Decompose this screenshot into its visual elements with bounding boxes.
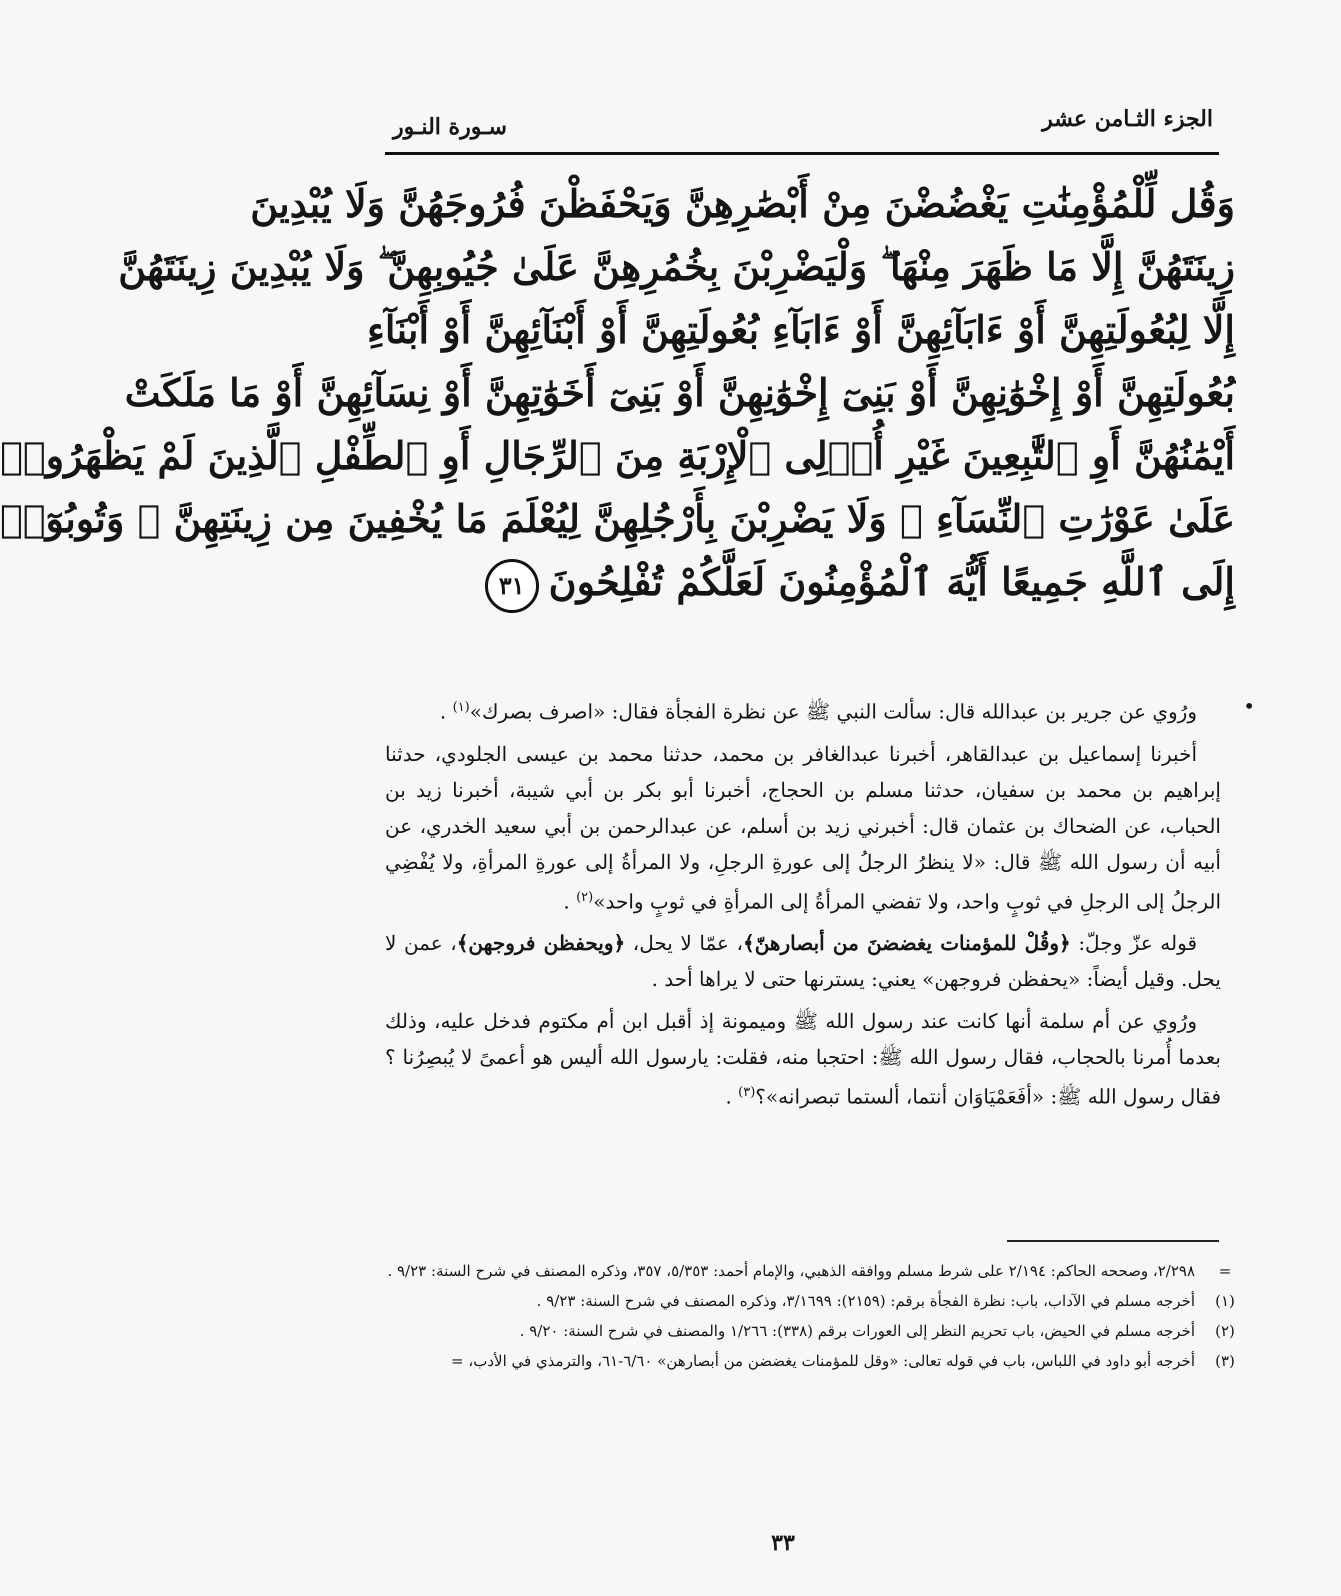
footnote-text: أخرجه مسلم في الحيض، باب تحريم النظر إلى العورات برقم (٣٣٨): ١/٢٦٦ والمصنف في شرح السنة: ٩/٢٠ . (519, 1322, 1195, 1340)
footnotes (379, 1256, 1245, 1376)
juz-title: الجزء الثـامن عشر (1042, 106, 1213, 132)
quote-verse-1: ﴿وقُلْ للمؤمنات يغضضنَ من أبصارهنّ﴾ (742, 931, 1071, 956)
tafsir-end: ، عمن لا يحل. وقيل أيضاً: «يحفظن فروجهن» يعني: يسترنها حتى لا يراها أحد . (385, 931, 1221, 992)
paragraph-isnad: أخبرنا إسماعيل بن عبدالقاهر، أخبرنا عبدالغافر بن محمد، حدثنا محمد بن عيسى الجلودي، حدثنا إبراهيم بن محمد بن سفيان، حدثنا مسلم بن الحجاج، أخبرنا أبو بكر بن أبي شيبة، أخبرنا زيد بن الحباب، عن الضحاك بن عثمان قال: أخبرني زيد بن أسلم، عن عبدالرحمن بن أبي سعيد الخدري، عن أبيه أن رسول الله ﷺ قال: «لا ينظرُ الرجلُ إلى عورةِ الرجلِ، ولا المرأةُ إلى عورةِ المرأةِ، ولا يُفْضِي الرجلُ إلى الرجلِ في ثوبٍ واحد، ولا تفضي المرأةُ إلى المرأةِ في ثوبٍ واحد»$^{(٢)}$ . (385, 741, 1221, 914)
paragraph-tafsir (385, 925, 1221, 997)
paragraph-umm-salama-text: ورُوي عن أم سلمة أنها كانت عند رسول الله ﷺ وميمونة إذ أقبل ابن أم مكتوم فدخل عليه، وذلك بعدما أُمرنا بالحجاب، فقال رسول الله ﷺ: احتجبا منه، فقلت: يارسول الله أليس هو أعمىً لا يُبصِرُنا ؟ فقال رسول الله ﷺ: «أفَعَمْيَاوَان أنتما، ألستما تبصرانه»؟ (385, 1009, 1221, 1109)
ayah-number-marker: ٣١ (485, 559, 539, 613)
footnote-ref: (٣) (738, 1085, 756, 1101)
quran-verse (0, 172, 1235, 677)
verse-line: عَلَىٰ عَوْرَٰتِ ٱلنِّسَآءِ ۖ وَلَا يَضْرِبْنَ بِأَرْجُلِهِنَّ لِيُعْلَمَ مَا يُخْفِينَ مِن زِينَتِهِنَّ ۚ وَتُوبُوٓا۟ (0, 496, 1235, 541)
paragraph-jarir (385, 690, 1255, 730)
verse-line-last (375, 550, 1235, 613)
footnote-text: أخرجه أبو داود في اللباس، باب في قوله تعالى: «وقل للمؤمنات يغضضن من أبصارهن» ٦/٦٠-٦١، والترمذي في الأدب، = (451, 1352, 1195, 1370)
page-number: ٣٣ (771, 1530, 795, 1556)
tafsir-mid: ، عمّا لا يحل، (625, 931, 743, 956)
footnote-item (379, 1346, 1245, 1376)
verse-line: بُعُولَتِهِنَّ أَوْ إِخْوَٰنِهِنَّ أَوْ بَنِىٓ إِخْوَٰنِهِنَّ أَوْ بَنِىٓ أَخَوَٰتِهِنَّ أَوْ نِسَآئِهِنَّ أَوْ مَا مَلَكَتْ (124, 370, 1235, 415)
footnote-item (379, 1256, 1245, 1286)
footnote-number: (١) (1215, 1292, 1235, 1310)
surah-title: سـورة النـور (393, 114, 507, 140)
paragraph-umm-salama: ورُوي عن أم سلمة أنها كانت عند رسول الله ﷺ وميمونة إذ أقبل ابن أم مكتوم فدخل عليه، وذلك بعدما أُمرنا بالحجاب، فقال رسول الله ﷺ: احتجبا منه، فقلت: يارسول الله أليس هو أعمىً لا يُبصِرُنا ؟ فقال رسول الله ﷺ: «أفَعَمْيَاوَان أنتما، ألستما تبصرانه»؟$^{(٣)}$ . (385, 1009, 1221, 1109)
footnote-text: أخرجه مسلم في الآداب، باب: نظرة الفجأة برقم: (٢١٥٩): ٣/١٦٩٩، وذكره المصنف في شرح السنة: ٩/٢٣ . (536, 1292, 1195, 1310)
page-header (385, 96, 1219, 155)
footnote-number: = (1218, 1262, 1232, 1280)
footnote-ref: (٢) (576, 889, 594, 905)
verse-line: زِينَتَهُنَّ إِلَّا مَا ظَهَرَ مِنْهَا ۖ وَلْيَضْرِبْنَ بِخُمُرِهِنَّ عَلَىٰ جُيُوبِهِنَّ ۖ وَلَا يُبْدِينَ زِينَتَهُنَّ (118, 244, 1235, 289)
tafsir-intro: قوله عزّ وجلّ: (1070, 931, 1198, 956)
verse-line-text: إِلَى ٱللَّهِ جَمِيعًا أَيُّهَ ٱلْمُؤْمِنُونَ لَعَلَّكُمْ تُفْلِحُونَ (548, 559, 1235, 604)
footnote-ref: (١) (452, 700, 470, 715)
footnote-number: (٢) (1215, 1322, 1235, 1340)
paragraph-text: ورُوي عن جرير بن عبدالله قال: سألت النبي ﷺ عن نظرة الفجأة فقال: «اصرف بصرك»$^{(١)}$ . (439, 699, 1197, 724)
footnote-number: (٣) (1215, 1352, 1235, 1370)
paragraph-jarir-text: ورُوي عن جرير بن عبدالله قال: سألت النبي ﷺ عن نظرة الفجأة فقال: «اصرف بصرك» (469, 699, 1197, 724)
footnote-item (379, 1286, 1245, 1316)
verse-line: إِلَّا لِبُعُولَتِهِنَّ أَوْ ءَابَآئِهِنَّ أَوْ ءَابَآءِ بُعُولَتِهِنَّ أَوْ أَبْنَآئِهِنَّ أَوْ أَبْنَآءِ (367, 307, 1235, 352)
footnote-item (379, 1316, 1245, 1346)
commentary-body (385, 690, 1255, 1121)
footnote-separator (1007, 1240, 1219, 1242)
quote-verse-2: ﴿ويحفظن فروجهن﴾ (456, 931, 626, 956)
verse-line: أَيْمَٰنُهُنَّ أَوِ ٱلتَّٰبِعِينَ غَيْرِ أُو۟لِى ٱلْإِرْبَةِ مِنَ ٱلرِّجَالِ أَوِ ٱلطِّفْلِ ٱلَّذِينَ لَمْ يَظْهَرُوا۟ (0, 433, 1235, 478)
paragraph-isnad-text: أخبرنا إسماعيل بن عبدالقاهر، أخبرنا عبدالغافر بن محمد، حدثنا محمد بن عيسى الجلودي، حدثنا إبراهيم بن محمد بن سفيان، حدثنا مسلم بن الحجاج، أخبرنا أبو بكر بن أبي شيبة، أخبرنا زيد بن الحباب، عن الضحاك بن عثمان قال: أخبرني زيد بن أسلم، عن عبدالرحمن بن أبي سعيد الخدري، عن أبيه أن رسول الله ﷺ قال: «لا ينظرُ الرجلُ إلى عورةِ الرجلِ، ولا المرأةُ إلى عورةِ المرأةِ، ولا يُفْضِي الرجلُ إلى الرجلِ في ثوبٍ واحد، ولا تفضي المرأةُ إلى المرأةِ في ثوبٍ واحد» (385, 741, 1221, 914)
footnote-text: ٢/٢٩٨، وصححه الحاكم: ٢/١٩٤ على شرط مسلم ووافقه الذهبي، والإمام أحمد: ٥/٣٥٣، ٣٥٧، وذكره المصنف في شرح السنة: ٩/٢٣ . (387, 1262, 1195, 1280)
bullet-dot: • (1243, 694, 1255, 718)
verse-line: وَقُل لِّلْمُؤْمِنَٰتِ يَغْضُضْنَ مِنْ أَبْصَٰرِهِنَّ وَيَحْفَظْنَ فُرُوجَهُنَّ وَلَا يُبْدِينَ (250, 181, 1235, 226)
